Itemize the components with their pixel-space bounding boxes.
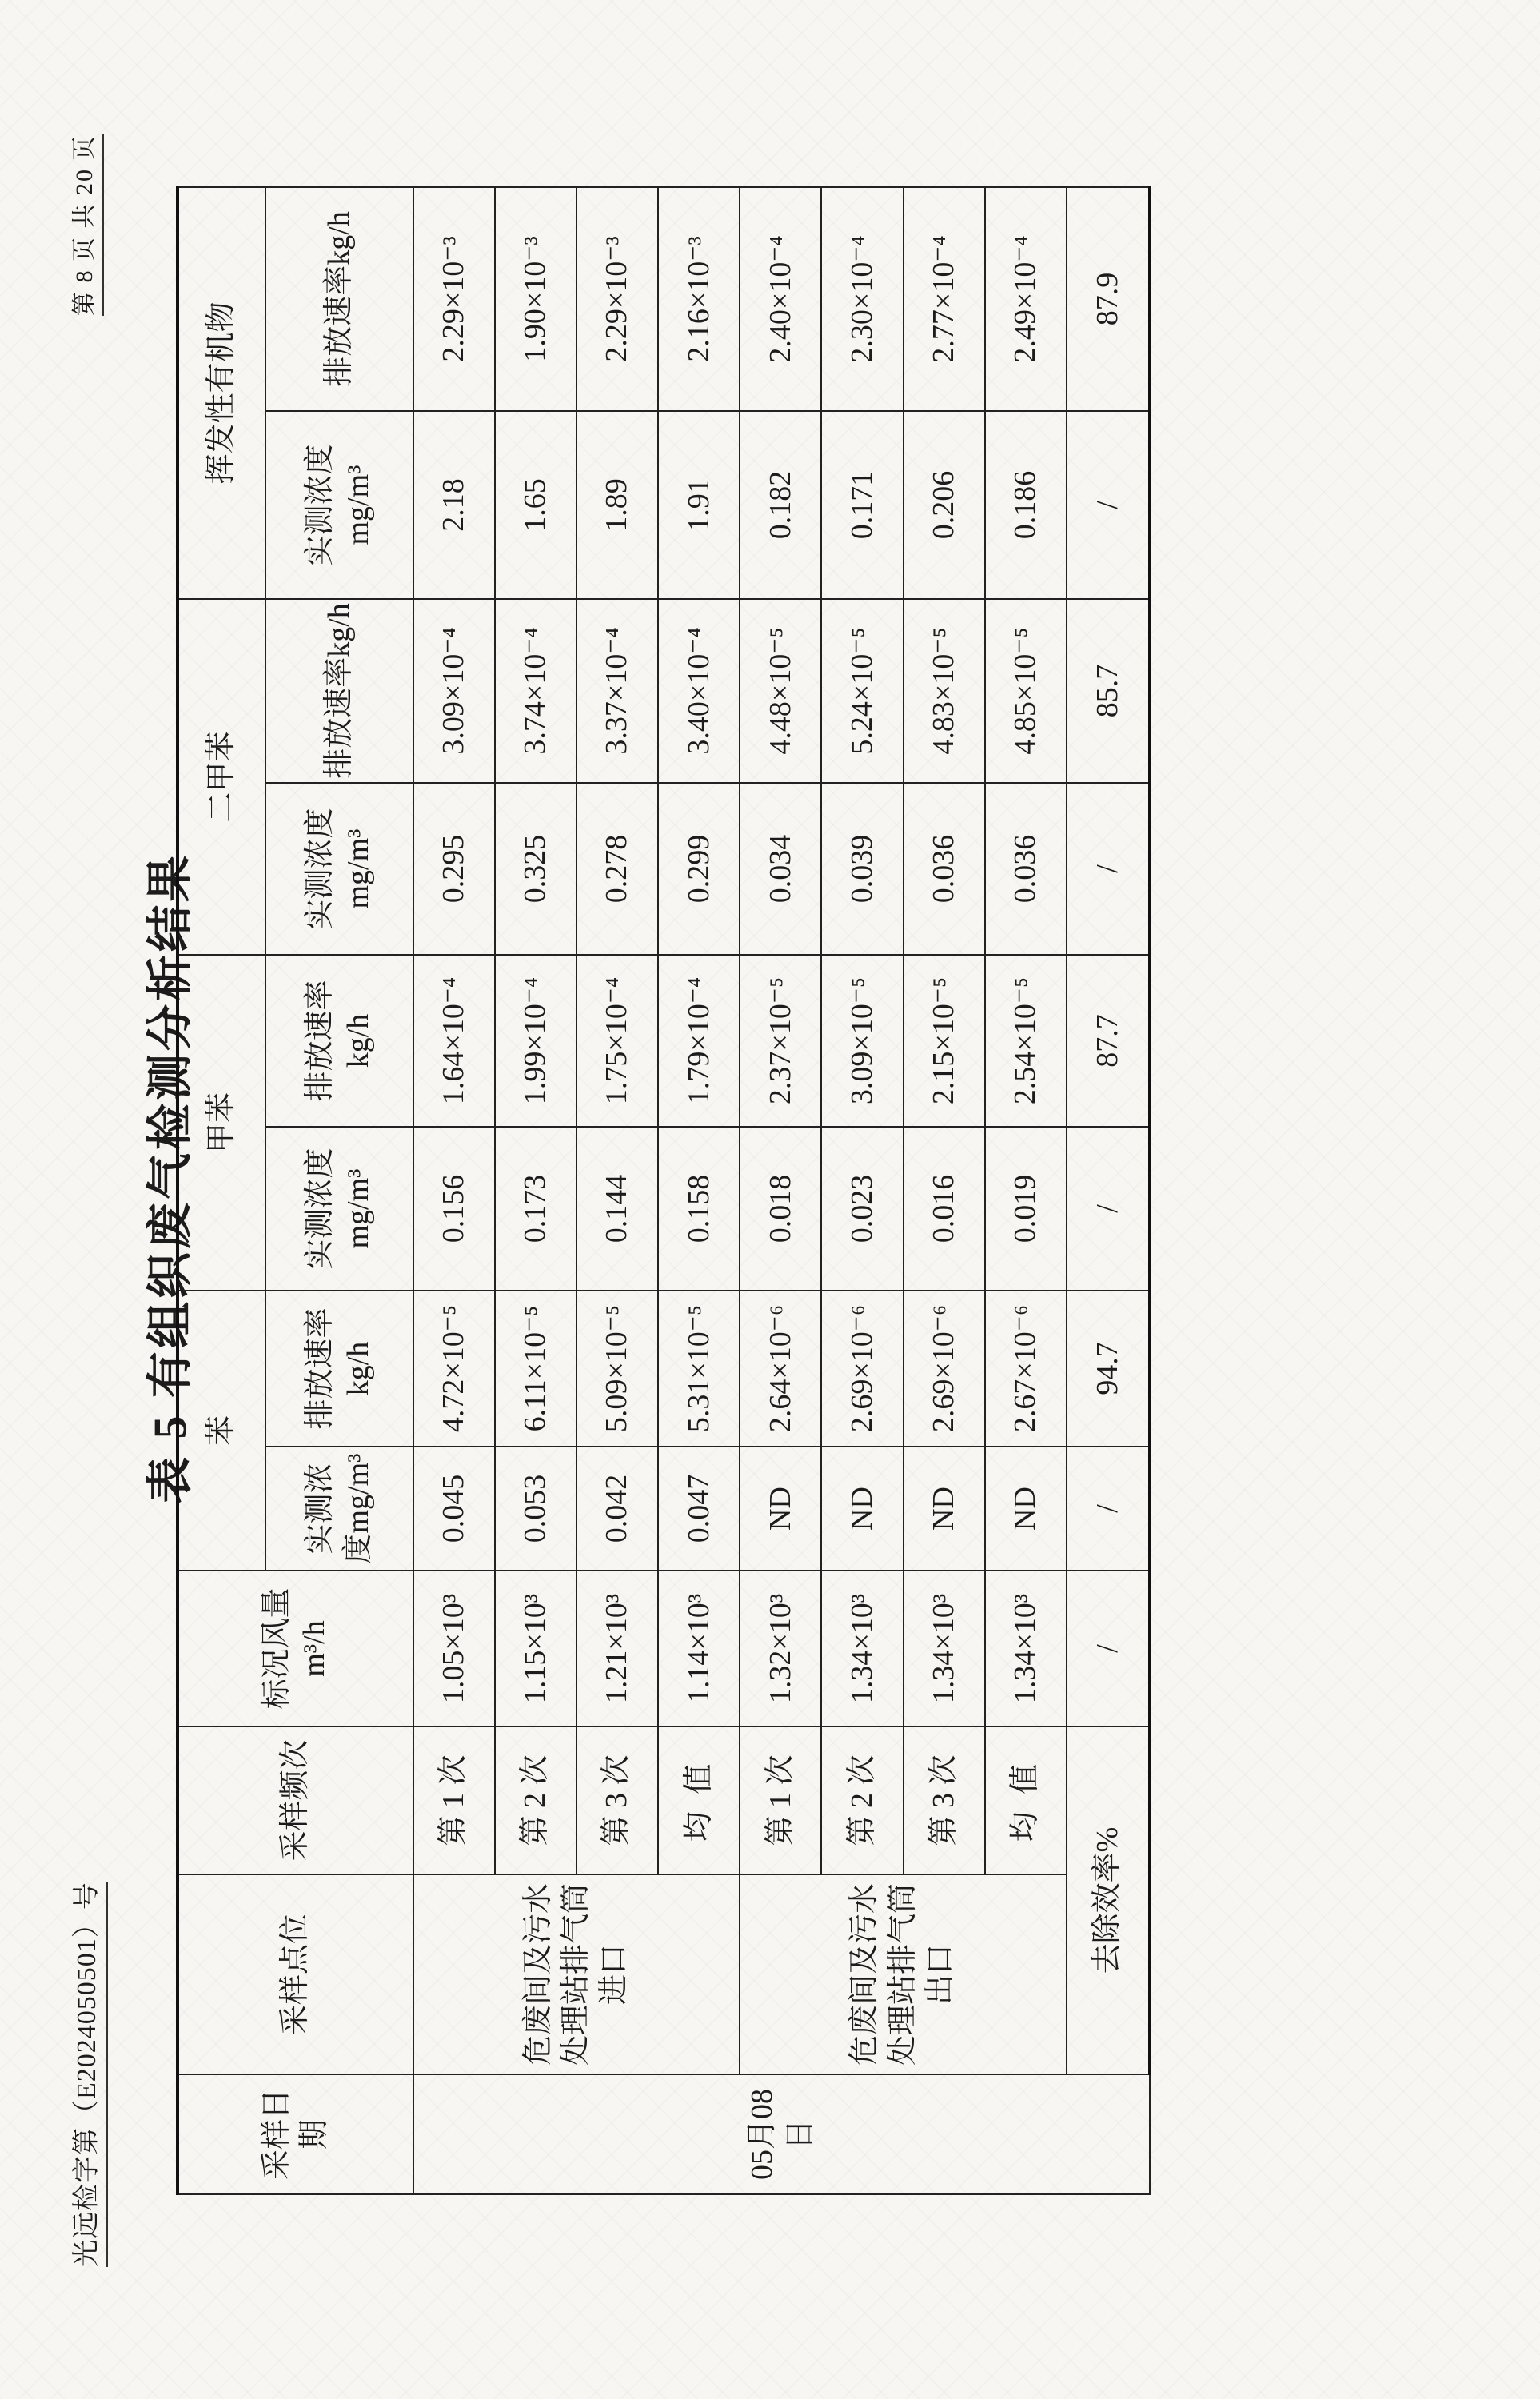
col-date-header: 采样日期 [178, 2074, 413, 2194]
flow-cell: 1.34×10³ [821, 1571, 903, 1726]
col-freq-header: 采样频次 [178, 1726, 413, 1874]
vocs-rate-cell: 2.29×10⁻³ [577, 187, 658, 411]
benzene-conc-cell: 0.053 [495, 1447, 577, 1571]
benzene-rate-cell: 6.11×10⁻⁵ [495, 1291, 577, 1447]
sample-date-cell: 05月08日 [413, 2074, 1150, 2194]
vocs-rate-cell: 2.16×10⁻³ [658, 187, 740, 411]
toluene-rate-cell: 1.99×10⁻⁴ [495, 955, 577, 1127]
col-vocs-header: 挥发性有机物 [178, 187, 265, 599]
flow-cell: 1.34×10³ [904, 1571, 985, 1726]
toluene-conc-cell: 0.019 [985, 1127, 1067, 1291]
xylene-rate-cell: 3.74×10⁻⁴ [495, 599, 577, 783]
table-row [740, 187, 821, 2194]
benzene-rate-cell: 2.69×10⁻⁶ [821, 1291, 903, 1447]
xylene-rate-cell: 4.83×10⁻⁵ [904, 599, 985, 783]
removal-toluene-rate: 87.7 [1067, 955, 1150, 1127]
vocs-conc-header: 实测浓度mg/m³ [265, 411, 413, 599]
vocs-conc-cell: 0.186 [985, 411, 1067, 599]
freq-cell: 第 1 次 [740, 1726, 821, 1874]
col-xylene-header: 二甲苯 [178, 599, 265, 955]
flow-cell: 1.21×10³ [577, 1571, 658, 1726]
removal-efficiency-row [1067, 187, 1150, 2194]
page-indicator: 第 8 页 共 20 页 [64, 135, 99, 317]
flow-cell: 1.32×10³ [740, 1571, 821, 1726]
xylene-rate-cell: 5.24×10⁻⁵ [821, 599, 903, 783]
removal-benzene-rate: 94.7 [1067, 1291, 1150, 1447]
sample-point-inlet: 危废间及污水处理站排气筒进口 [413, 1874, 740, 2074]
vocs-rate-cell: 2.49×10⁻⁴ [985, 187, 1067, 411]
benzene-rate-header: 排放速率kg/h [265, 1291, 413, 1447]
toluene-conc-cell: 0.018 [740, 1127, 821, 1291]
flow-cell: 1.15×10³ [495, 1571, 577, 1726]
benzene-conc-cell: ND [904, 1447, 985, 1571]
removal-vocs-rate: 87.9 [1067, 187, 1150, 411]
benzene-conc-header: 实测浓度mg/m³ [265, 1447, 413, 1571]
xylene-conc-cell: 0.036 [904, 783, 985, 955]
benzene-conc-cell: 0.042 [577, 1447, 658, 1571]
removal-label: 去除效率% [1067, 1726, 1150, 2074]
freq-cell: 第 2 次 [495, 1726, 577, 1874]
vocs-conc-cell: 1.91 [658, 411, 740, 599]
vocs-rate-cell: 2.40×10⁻⁴ [740, 187, 821, 411]
xylene-conc-cell: 0.036 [985, 783, 1067, 955]
removal-flow-cell: / [1067, 1571, 1150, 1726]
freq-cell: 第 3 次 [577, 1726, 658, 1874]
flow-cell: 1.34×10³ [985, 1571, 1067, 1726]
removal-xylene-rate: 85.7 [1067, 599, 1150, 783]
toluene-rate-cell: 2.54×10⁻⁵ [985, 955, 1067, 1127]
benzene-conc-cell: 0.045 [413, 1447, 495, 1571]
exhaust-results-table [176, 186, 1151, 2195]
freq-cell: 均 值 [985, 1726, 1067, 1874]
vocs-rate-cell: 2.77×10⁻⁴ [904, 187, 985, 411]
sample-point-outlet: 危废间及污水处理站排气筒出口 [740, 1874, 1066, 2074]
xylene-rate-cell: 3.37×10⁻⁴ [577, 599, 658, 783]
table-title: 表 5 有组织废气检测分析结果 [144, 852, 196, 1503]
vocs-conc-cell: 1.65 [495, 411, 577, 599]
xylene-conc-cell: 0.295 [413, 783, 495, 955]
results-table-wrapper [176, 188, 1151, 2195]
benzene-conc-cell: ND [985, 1447, 1067, 1571]
toluene-conc-cell: 0.158 [658, 1127, 740, 1291]
vocs-conc-cell: 0.171 [821, 411, 903, 599]
col-toluene-header: 甲苯 [178, 955, 265, 1291]
xylene-conc-cell: 0.278 [577, 783, 658, 955]
benzene-conc-cell: ND [821, 1447, 903, 1571]
vocs-conc-cell: 2.18 [413, 411, 495, 599]
toluene-conc-cell: 0.156 [413, 1127, 495, 1291]
toluene-rate-cell: 1.79×10⁻⁴ [658, 955, 740, 1127]
vocs-conc-cell: 0.182 [740, 411, 821, 599]
xylene-rate-cell: 3.40×10⁻⁴ [658, 599, 740, 783]
benzene-rate-cell: 5.09×10⁻⁵ [577, 1291, 658, 1447]
removal-xylene-conc: / [1067, 783, 1150, 955]
removal-toluene-conc: / [1067, 1127, 1150, 1291]
xylene-conc-cell: 0.039 [821, 783, 903, 955]
benzene-rate-cell: 5.31×10⁻⁵ [658, 1291, 740, 1447]
xylene-rate-cell: 4.85×10⁻⁵ [985, 599, 1067, 783]
freq-cell: 第 1 次 [413, 1726, 495, 1874]
benzene-rate-cell: 2.64×10⁻⁶ [740, 1291, 821, 1447]
vocs-rate-cell: 2.30×10⁻⁴ [821, 187, 903, 411]
freq-cell: 均 值 [658, 1726, 740, 1874]
vocs-rate-header: 排放速率kg/h [265, 187, 413, 411]
vocs-conc-cell: 0.206 [904, 411, 985, 599]
toluene-rate-cell: 1.75×10⁻⁴ [577, 955, 658, 1127]
benzene-rate-cell: 2.67×10⁻⁶ [985, 1291, 1067, 1447]
xylene-rate-header: 排放速率kg/h [265, 599, 413, 783]
benzene-rate-cell: 4.72×10⁻⁵ [413, 1291, 495, 1447]
benzene-conc-cell: ND [740, 1447, 821, 1571]
xylene-conc-cell: 0.325 [495, 783, 577, 955]
toluene-rate-cell: 1.64×10⁻⁴ [413, 955, 495, 1127]
toluene-rate-cell: 3.09×10⁻⁵ [821, 955, 903, 1127]
vocs-conc-cell: 1.89 [577, 411, 658, 599]
toluene-conc-header: 实测浓度mg/m³ [265, 1127, 413, 1291]
xylene-rate-cell: 4.48×10⁻⁵ [740, 599, 821, 783]
table-row [413, 187, 495, 2194]
toluene-conc-cell: 0.173 [495, 1127, 577, 1291]
toluene-conc-cell: 0.016 [904, 1127, 985, 1291]
benzene-rate-cell: 2.69×10⁻⁶ [904, 1291, 985, 1447]
benzene-conc-cell: 0.047 [658, 1447, 740, 1571]
col-flow-header: 标况风量m³/h [178, 1571, 413, 1726]
xylene-conc-cell: 0.034 [740, 783, 821, 955]
xylene-conc-cell: 0.299 [658, 783, 740, 955]
freq-cell: 第 3 次 [904, 1726, 985, 1874]
col-benzene-header: 苯 [178, 1291, 265, 1571]
report-number: 光远检字第（E2024050501）号 [64, 1882, 103, 2267]
xylene-rate-cell: 3.09×10⁻⁴ [413, 599, 495, 783]
vocs-rate-cell: 2.29×10⁻³ [413, 187, 495, 411]
xylene-conc-header: 实测浓度mg/m³ [265, 783, 413, 955]
toluene-conc-cell: 0.144 [577, 1127, 658, 1291]
toluene-rate-cell: 2.37×10⁻⁵ [740, 955, 821, 1127]
toluene-conc-cell: 0.023 [821, 1127, 903, 1291]
removal-vocs-conc: / [1067, 411, 1150, 599]
flow-cell: 1.05×10³ [413, 1571, 495, 1726]
vocs-rate-cell: 1.90×10⁻³ [495, 187, 577, 411]
col-point-header: 采样点位 [178, 1874, 413, 2074]
removal-benzene-conc: / [1067, 1447, 1150, 1571]
freq-cell: 第 2 次 [821, 1726, 903, 1874]
toluene-rate-header: 排放速率kg/h [265, 955, 413, 1127]
flow-cell: 1.14×10³ [658, 1571, 740, 1726]
toluene-rate-cell: 2.15×10⁻⁵ [904, 955, 985, 1127]
